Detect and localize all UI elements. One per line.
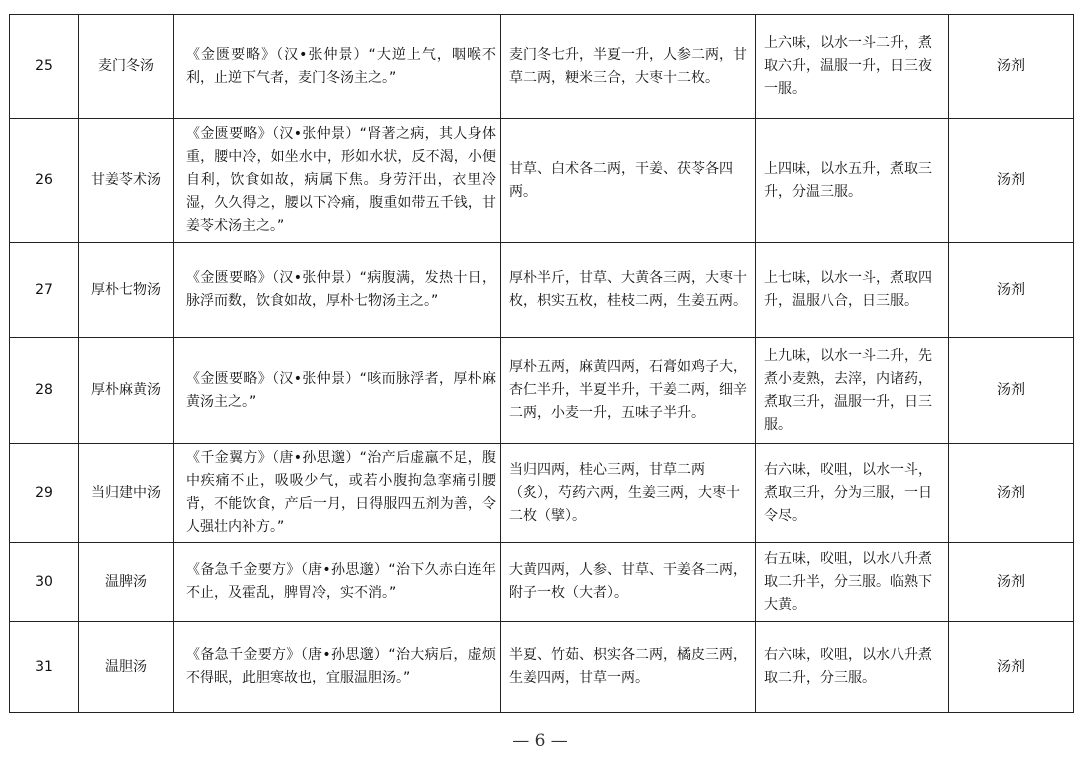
row-number: 31 [10, 622, 79, 713]
row-number: 26 [10, 119, 79, 243]
table-row [10, 622, 1074, 713]
table-row [10, 444, 1074, 543]
dosage-form: 汤剂 [949, 622, 1074, 713]
composition: 甘草、白术各二两，干姜、茯苓各四两。 [501, 119, 756, 243]
dosage-form: 汤剂 [949, 243, 1074, 338]
table-row [10, 243, 1074, 338]
formula-name: 厚朴七物汤 [79, 243, 174, 338]
row-number: 28 [10, 338, 79, 444]
dosage-form: 汤剂 [949, 15, 1074, 119]
preparation: 上四味，以水五升，煮取三升，分温三服。 [756, 119, 949, 243]
table-row [10, 338, 1074, 444]
preparation: 右六味，㕮咀，以水八升煮取二升，分三服。 [756, 622, 949, 713]
dosage-form: 汤剂 [949, 119, 1074, 243]
row-number: 25 [10, 15, 79, 119]
composition: 厚朴半斤，甘草、大黄各三两，大枣十枚，枳实五枚，桂枝二两，生姜五两。 [501, 243, 756, 338]
formula-name: 厚朴麻黄汤 [79, 338, 174, 444]
preparation: 右六味，㕮咀，以水一斗，煮取三升，分为三服，一日令尽。 [756, 444, 949, 543]
composition: 半夏、竹茹、枳实各二两，橘皮三两，生姜四两，甘草一两。 [501, 622, 756, 713]
formula-name: 麦门冬汤 [79, 15, 174, 119]
dosage-form: 汤剂 [949, 543, 1074, 622]
source-text: 《金匮要略》（汉•张仲景）“咳而脉浮者，厚朴麻黄汤主之。” [174, 338, 501, 444]
source-text: 《备急千金要方》（唐•孙思邈）“治下久赤白连年不止，及霍乱，脾胃冷，实不消。” [174, 543, 501, 622]
formula-name: 温脾汤 [79, 543, 174, 622]
row-number: 30 [10, 543, 79, 622]
composition: 麦门冬七升，半夏一升，人参二两，甘草二两，粳米三合，大枣十二枚。 [501, 15, 756, 119]
row-number: 29 [10, 444, 79, 543]
composition: 大黄四两，人参、甘草、干姜各二两，附子一枚（大者）。 [501, 543, 756, 622]
source-text: 《千金翼方》（唐•孙思邈）“治产后虚羸不足，腹中疾痛不止，吸吸少气，或若小腹拘急挛痛引腰背，不能饮食，产后一月，日得服四五剂为善，令人强壮内补方。” [174, 444, 501, 543]
source-text: 《金匮要略》（汉•张仲景）“病腹满，发热十日，脉浮而数，饮食如故，厚朴七物汤主之。” [174, 243, 501, 338]
table-row [10, 543, 1074, 622]
table-row [10, 15, 1074, 119]
dosage-form: 汤剂 [949, 338, 1074, 444]
formula-name: 温胆汤 [79, 622, 174, 713]
composition: 当归四两，桂心三两，甘草二两（炙），芍药六两，生姜三两，大枣十二枚（擘）。 [501, 444, 756, 543]
page-number: — 6 — [512, 731, 568, 751]
formula-name: 当归建中汤 [79, 444, 174, 543]
preparation: 右五味，㕮咀，以水八升煮取二升半，分三服。临熟下大黄。 [756, 543, 949, 622]
table-row [10, 119, 1074, 243]
row-number: 27 [10, 243, 79, 338]
formula-name: 甘姜苓术汤 [79, 119, 174, 243]
source-text: 《备急千金要方》（唐•孙思邈）“治大病后，虚烦不得眠，此胆寒故也，宜服温胆汤。” [174, 622, 501, 713]
formula-table [9, 14, 1074, 713]
source-text: 《金匮要略》（汉•张仲景）“肾著之病，其人身体重，腰中冷，如坐水中，形如水状，反不渴，小便自利，饮食如故，病属下焦。身劳汗出，衣里冷湿，久久得之，腰以下冷痛，腹重如带五千钱，甘姜苓术汤主之。” [174, 119, 501, 243]
dosage-form: 汤剂 [949, 444, 1074, 543]
composition: 厚朴五两，麻黄四两，石膏如鸡子大，杏仁半升，半夏半升，干姜二两，细辛二两，小麦一升，五味子半升。 [501, 338, 756, 444]
preparation: 上九味，以水一斗二升，先煮小麦熟，去滓，内诸药，煮取三升，温服一升，日三服。 [756, 338, 949, 444]
source-text: 《金匮要略》（汉•张仲景）“大逆上气，咽喉不利，止逆下气者，麦门冬汤主之。” [174, 15, 501, 119]
preparation: 上六味，以水一斗二升，煮取六升，温服一升，日三夜一服。 [756, 15, 949, 119]
preparation: 上七味，以水一斗，煮取四升，温服八合，日三服。 [756, 243, 949, 338]
